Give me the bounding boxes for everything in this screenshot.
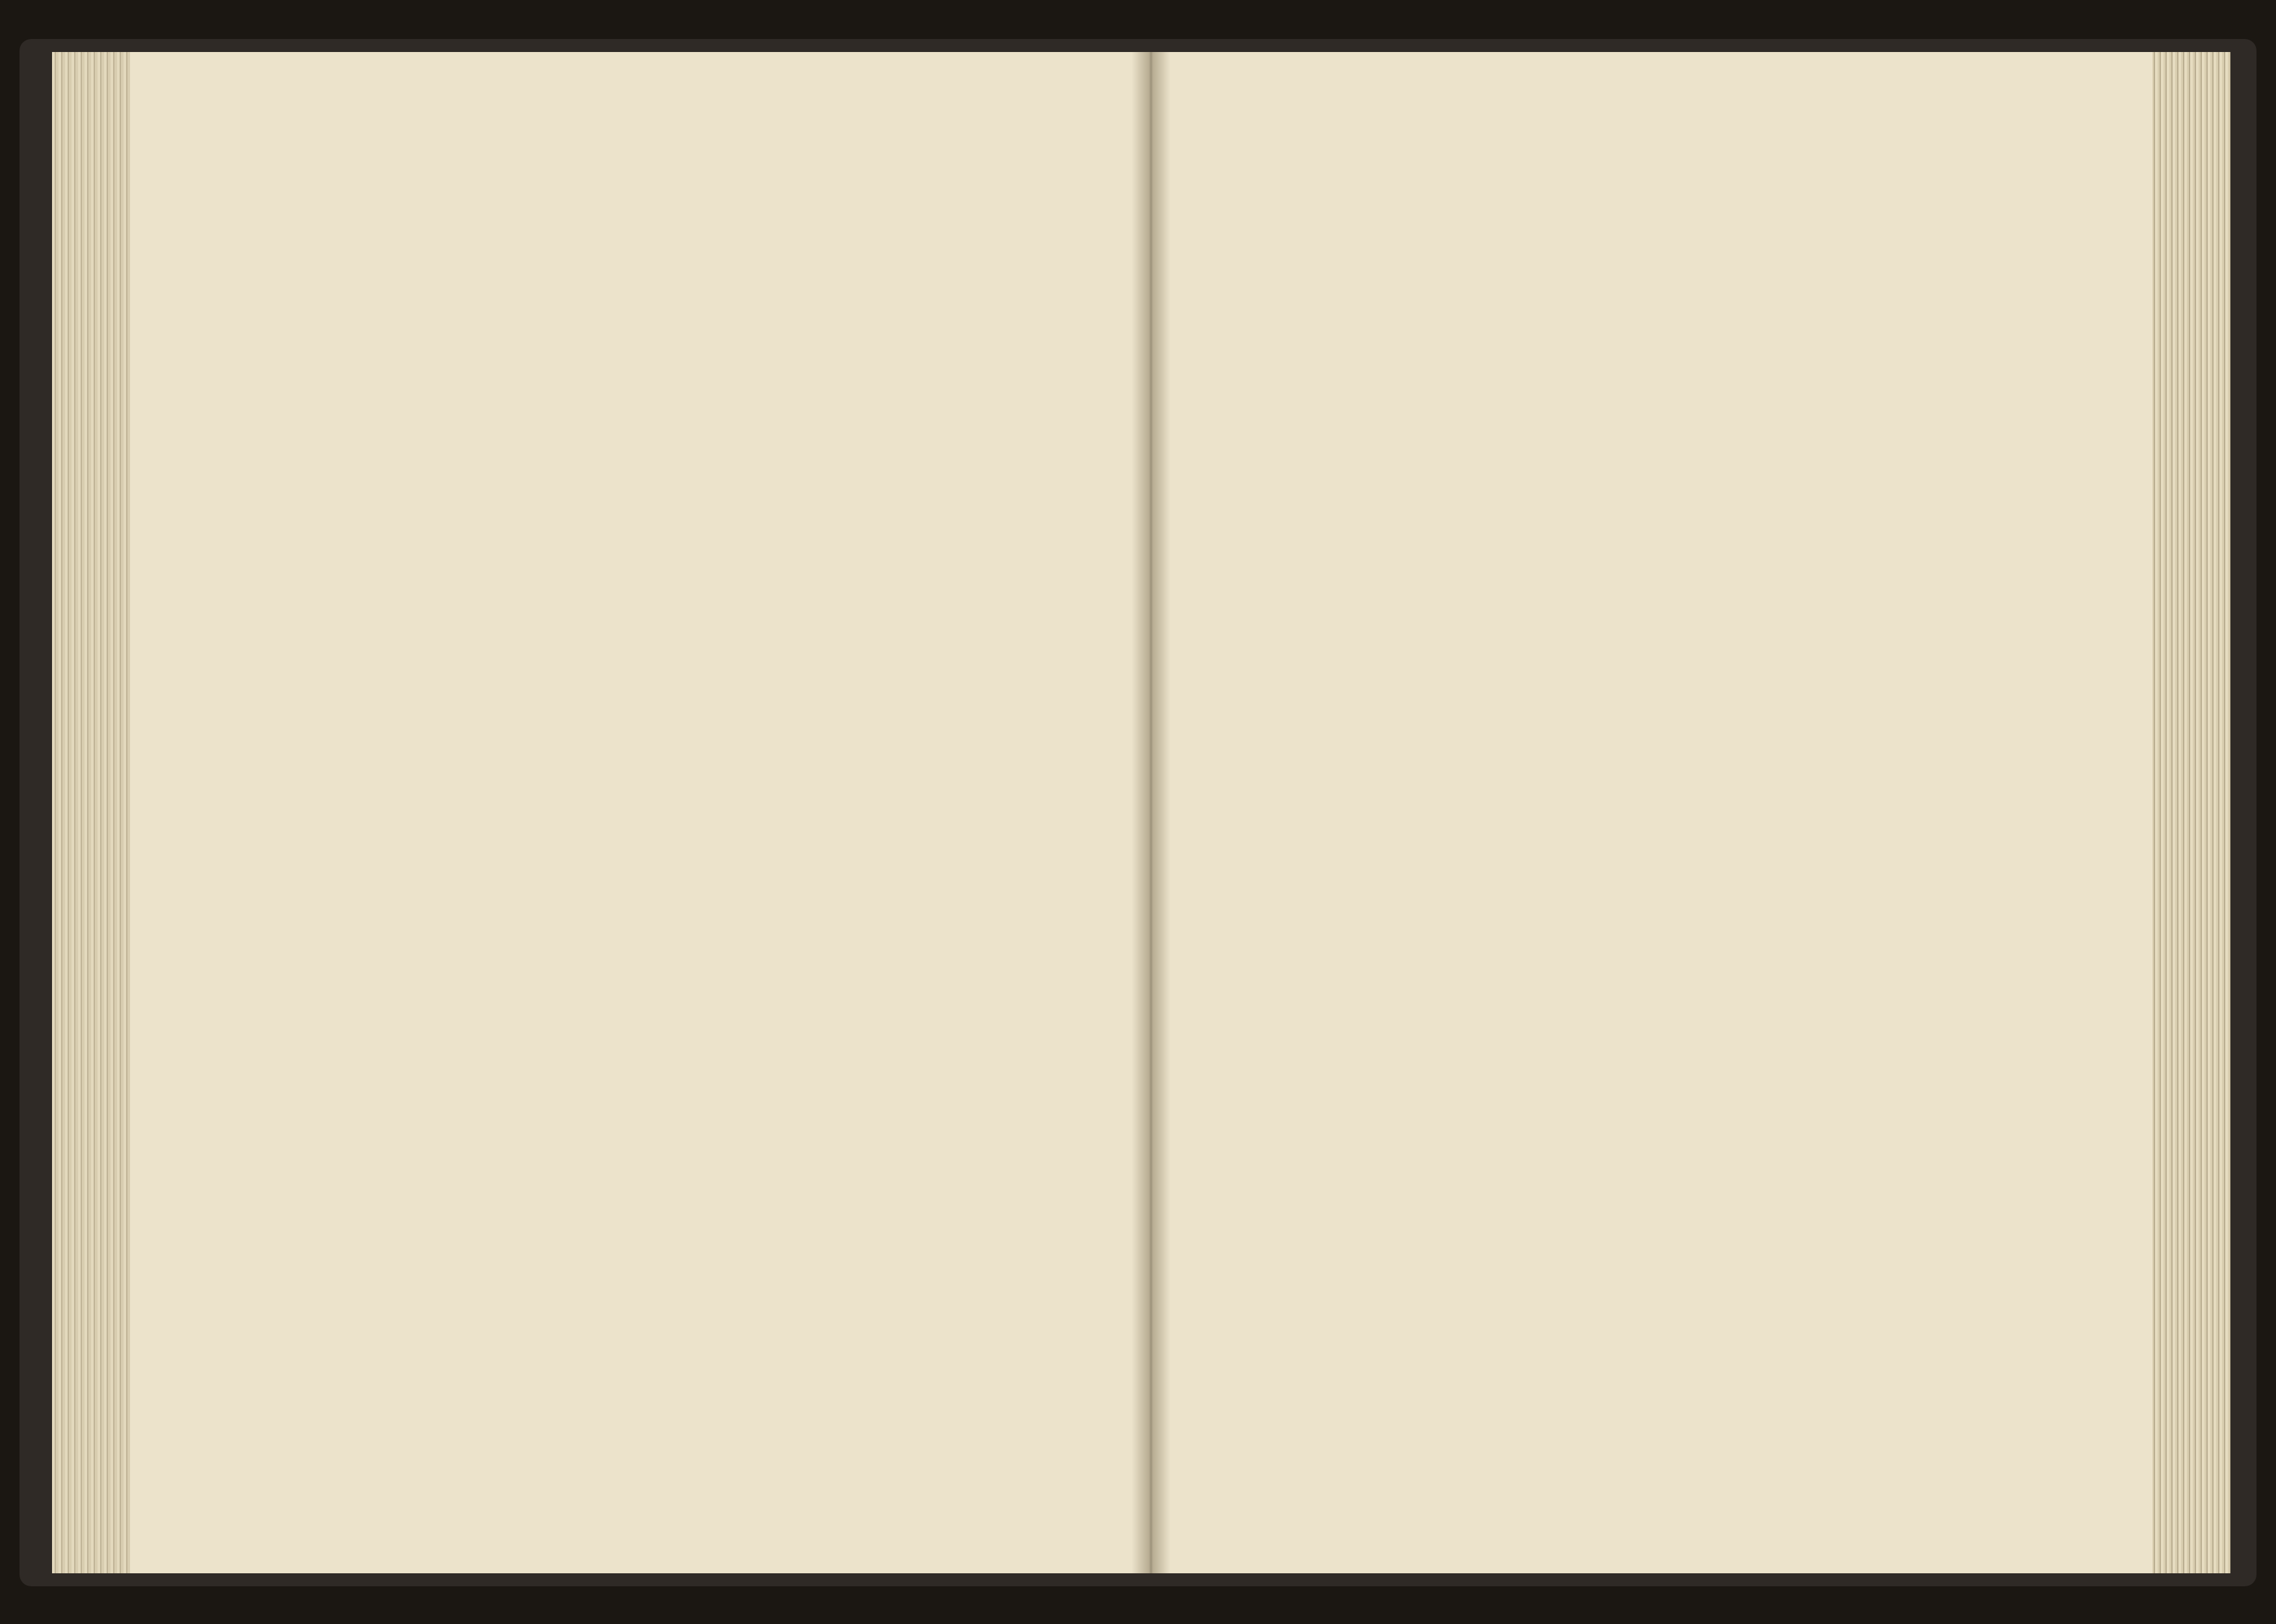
page-edges-left xyxy=(52,52,130,1573)
header-w-unehelich xyxy=(1070,198,1089,263)
header-w-ehelich xyxy=(1033,202,1052,263)
book-gutter xyxy=(1131,52,1171,1573)
right-page xyxy=(1158,52,2152,1573)
left-page xyxy=(130,52,1145,1573)
header-todtgeboren xyxy=(1816,143,1842,267)
header-m-ehelich xyxy=(959,202,979,263)
header-fortlaufende-zahl xyxy=(259,124,285,267)
header-m-unehelich xyxy=(995,198,1014,263)
page-edges-right xyxy=(2146,52,2230,1573)
